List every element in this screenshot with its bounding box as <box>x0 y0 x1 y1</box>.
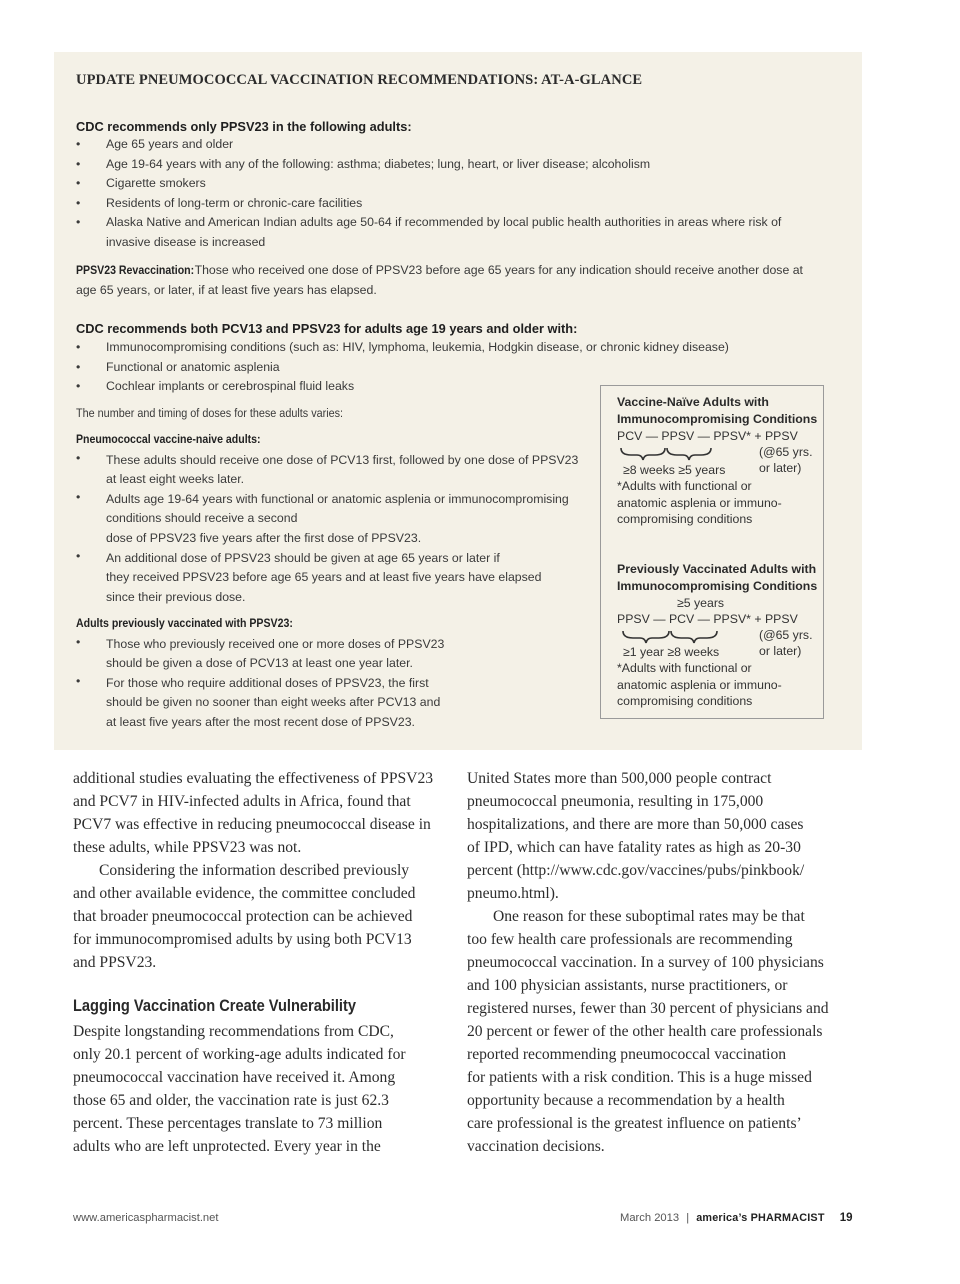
bullet: • <box>76 490 81 504</box>
naive-note: *Adults with functional or <box>617 479 752 493</box>
revaccination-paragraph <box>76 260 836 300</box>
revaccination-label: PPSV23 Revaccination: <box>76 263 195 277</box>
naive-line: at least eight weeks later. <box>106 472 245 486</box>
prev-line: should be given a dose of PCV13 at least one year later. <box>106 656 413 670</box>
naive-line: dose of PPSV23 five years after the first dose of PPSV23. <box>106 531 422 545</box>
list-item-continuation: invasive disease is increased <box>106 235 266 249</box>
naive-line: since their previous dose. <box>106 590 246 604</box>
prev-heading: Adults previously vaccinated with PPSV23: <box>76 616 293 630</box>
text-line: and 100 physician assistants, nurse practitioners, or <box>467 977 788 994</box>
naive-line: An additional dose of PPSV23 should be given at age 65 years or later if <box>106 551 500 565</box>
prev-sidebar-title: Previously Vaccinated Adults with <box>617 562 817 576</box>
prev-sidebar-title-2: Immunocompromising Conditions <box>617 579 818 593</box>
prev-sequence: PPSV — PCV — PPSV* + PPSV <box>617 612 798 626</box>
text-line: and other available evidence, the committee concluded <box>73 885 416 902</box>
ppsv-only-heading: CDC recommends only PPSV23 in the following adults: <box>76 119 412 134</box>
magazine-name: america’s PHARMACIST <box>696 1212 825 1224</box>
text-line: and PPSV23. <box>73 954 157 971</box>
list-item: • Cochlear implants or cerebrospinal fluid leaks <box>76 377 816 397</box>
prev-line: should be given no sooner than eight weeks after PCV13 and <box>106 695 441 709</box>
naive-intervals: ≥8 weeks ≥5 years <box>623 463 726 477</box>
at-a-glance-box <box>54 52 862 750</box>
article-column-2 <box>467 767 847 1158</box>
text-line: for patients with a risk condition. This is a huge missed <box>467 1069 812 1086</box>
text-line: Despite longstanding recommendations from CDC, <box>73 1023 394 1040</box>
article-column-1 <box>73 767 443 974</box>
prev-age: (@65 yrs. <box>759 628 813 642</box>
prev-line: at least five years after the most recent dose of PPSV23. <box>106 715 415 729</box>
box-title: UPDATE PNEUMOCOCCAL VACCINATION RECOMMENDATIONS: AT-A-GLANCE <box>76 72 643 88</box>
text-line: vaccination decisions. <box>467 1138 605 1155</box>
bullet: • <box>76 451 81 465</box>
text-line: reported recommending pneumococcal vaccination <box>467 1046 787 1063</box>
ppsv-only-list <box>76 135 816 233</box>
text-line: 20 percent or fewer of the other health care professionals <box>467 1023 823 1040</box>
text-line: of IPD, which can have fatality rates as high as 20-30 <box>467 839 801 856</box>
text-line: and PCV7 in HIV-infected adults in Africa, found that <box>73 793 411 810</box>
naive-line: they received PPSV23 before age 65 years and at least five years have elapsed <box>106 570 542 584</box>
prev-age-2: or later) <box>759 644 802 658</box>
naive-sequence: PCV — PPSV — PPSV* + PPSV <box>617 429 798 443</box>
prev-top-interval: ≥5 years <box>677 596 725 610</box>
text-line: care professional is the greatest influence on patients’ <box>467 1115 802 1132</box>
naive-line: Adults age 19-64 years with functional or anatomic asplenia or immunocompromising <box>106 492 569 506</box>
naive-heading: Pneumococcal vaccine-naive adults: <box>76 432 261 446</box>
text-line: those 65 and older, the vaccination rate is just 62.3 <box>73 1092 389 1109</box>
list-item: • Immunocompromising conditions (such as: HIV, lymphoma, leukemia, Hodgkin disease, or chronic kidney disease) <box>76 338 816 358</box>
list-item: • Age 65 years and older <box>76 135 816 155</box>
naive-sidebar-title-2: Immunocompromising Conditions <box>617 412 818 426</box>
text-line: opportunity because a recommendation by a health <box>467 1092 785 1109</box>
naive-note-3: compromising conditions <box>617 512 753 526</box>
footer-separator: | <box>686 1212 690 1224</box>
naive-sidebar-title: Vaccine-Naïve Adults with <box>617 395 769 409</box>
naive-line: These adults should receive one dose of PCV13 first, followed by one dose of PPSV23 <box>106 453 579 467</box>
revaccination-text: Those who received one dose of PPSV23 before age 65 years for any indication should receive another dose at <box>191 263 803 277</box>
text-line: percent. These percentages translate to 73 million <box>73 1115 383 1132</box>
text-line: percent (http://www.cdc.gov/vaccines/pubs/pinkbook/ <box>467 862 805 879</box>
article-column-1-section <box>73 1020 406 1158</box>
revaccination-text-2: age 65 years, or later, if at least five years has elapsed. <box>76 283 377 297</box>
prev-note-2: anatomic asplenia or immuno- <box>617 678 782 692</box>
naive-age-2: or later) <box>759 461 802 475</box>
dosing-sidebar <box>600 385 824 719</box>
timing-note: The number and timing of doses for these adults varies: <box>76 406 344 420</box>
text-line: registered nurses, fewer than 30 percent of physicians and <box>467 1000 829 1017</box>
prev-intervals: ≥1 year ≥8 weeks <box>623 645 720 659</box>
brace-icon <box>619 446 713 464</box>
both-heading: CDC recommends both PCV13 and PPSV23 for adults age 19 years and older with: <box>76 321 578 336</box>
text-line: pneumococcal vaccination have received it. Among <box>73 1069 396 1086</box>
text-line: that broader pneumococcal protection can be achieved <box>73 908 413 925</box>
bullet: • <box>76 674 81 688</box>
section-subheading: Lagging Vaccination Create Vulnerability <box>73 996 356 1015</box>
prev-line: For those who require additional doses of PPSV23, the first <box>106 676 429 690</box>
footer-date: March 2013 <box>620 1212 680 1224</box>
text-line: only 20.1 percent of working-age adults indicated for <box>73 1046 406 1063</box>
bullet: • <box>76 635 81 649</box>
bullet: • <box>76 549 81 563</box>
list-item: • Residents of long-term or chronic-care facilities <box>76 194 816 214</box>
prev-line: Those who previously received one or more doses of PPSV23 <box>106 637 445 651</box>
naive-line: conditions should receive a second <box>106 511 298 525</box>
naive-age: (@65 yrs. <box>759 445 813 459</box>
list-item: • Age 19-64 years with any of the following: asthma; diabetes; lung, heart, or liver disease; alcoholism <box>76 155 816 175</box>
text-line: these adults, while PPSV23 was not. <box>73 839 302 856</box>
text-line: PCV7 was effective in reducing pneumococcal disease in <box>73 816 431 833</box>
list-item: • Functional or anatomic asplenia <box>76 358 816 378</box>
text-line: pneumococcal vaccination. In a survey of 100 physicians <box>467 954 824 971</box>
prev-note: *Adults with functional or <box>617 661 752 675</box>
footer-info <box>620 1212 853 1224</box>
text-line: pneumo.html). <box>467 885 559 902</box>
footer-url[interactable]: www.americaspharmacist.net <box>73 1212 219 1224</box>
text-line: pneumococcal pneumonia, resulting in 175,000 <box>467 793 764 810</box>
prev-note-3: compromising conditions <box>617 694 753 708</box>
list-item: • Cigarette smokers <box>76 174 816 194</box>
text-line: Considering the information described previously <box>99 862 410 879</box>
page-number: 19 <box>839 1212 853 1224</box>
naive-note-2: anatomic asplenia or immuno- <box>617 496 782 510</box>
text-line: for immunocompromised adults by using both PCV13 <box>73 931 412 948</box>
text-line: adults who are left unprotected. Every year in the <box>73 1138 381 1155</box>
text-line: hospitalizations, and there are more than 50,000 cases <box>467 816 804 833</box>
text-line: too few health care professionals are recommending <box>467 931 793 948</box>
list-item: • Alaska Native and American Indian adults age 50-64 if recommended by local public health authorities in areas where risk of <box>76 213 816 233</box>
text-line: United States more than 500,000 people contract <box>467 770 772 787</box>
text-line: One reason for these suboptimal rates may be that <box>493 908 805 925</box>
text-line: additional studies evaluating the effectiveness of PPSV23 <box>73 770 434 787</box>
